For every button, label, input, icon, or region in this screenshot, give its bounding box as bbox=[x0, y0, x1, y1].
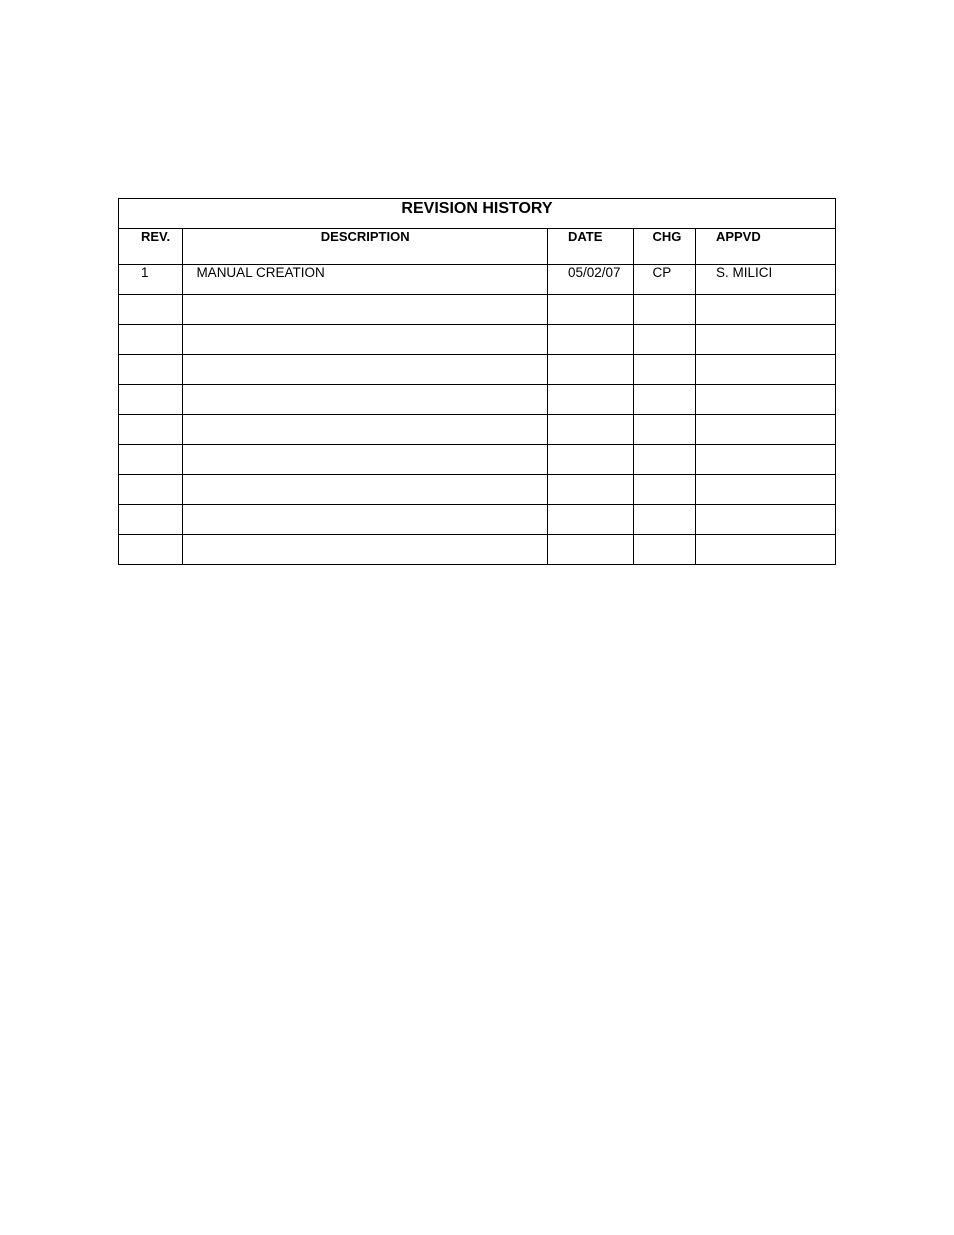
cell-chg bbox=[633, 385, 695, 415]
cell-description bbox=[183, 325, 548, 355]
cell-description bbox=[183, 415, 548, 445]
cell-description bbox=[183, 295, 548, 325]
cell-chg bbox=[633, 325, 695, 355]
table-row bbox=[119, 445, 836, 475]
cell-description: MANUAL CREATION bbox=[183, 265, 548, 295]
table-row bbox=[119, 535, 836, 565]
cell-date bbox=[547, 295, 633, 325]
table-title-row bbox=[119, 199, 836, 229]
table-row bbox=[119, 325, 836, 355]
table-row bbox=[119, 385, 836, 415]
cell-rev bbox=[119, 535, 183, 565]
cell-description bbox=[183, 355, 548, 385]
cell-appvd: S. MILICI bbox=[695, 265, 835, 295]
cell-chg bbox=[633, 295, 695, 325]
cell-description bbox=[183, 475, 548, 505]
cell-chg bbox=[633, 505, 695, 535]
cell-appvd bbox=[695, 475, 835, 505]
cell-chg bbox=[633, 535, 695, 565]
table-row bbox=[119, 415, 836, 445]
cell-date bbox=[547, 355, 633, 385]
column-header-date: DATE bbox=[547, 229, 633, 265]
column-header-chg: CHG bbox=[633, 229, 695, 265]
table-header-row bbox=[119, 229, 836, 265]
table-title: REVISION HISTORY bbox=[119, 199, 836, 229]
cell-rev bbox=[119, 295, 183, 325]
cell-rev bbox=[119, 385, 183, 415]
cell-date bbox=[547, 445, 633, 475]
cell-date: 05/02/07 bbox=[547, 265, 633, 295]
cell-rev bbox=[119, 505, 183, 535]
cell-chg bbox=[633, 475, 695, 505]
cell-date bbox=[547, 535, 633, 565]
revision-history-table bbox=[118, 198, 836, 565]
cell-appvd bbox=[695, 355, 835, 385]
cell-appvd bbox=[695, 325, 835, 355]
cell-rev bbox=[119, 415, 183, 445]
cell-date bbox=[547, 415, 633, 445]
table-row bbox=[119, 295, 836, 325]
cell-rev bbox=[119, 445, 183, 475]
table-row bbox=[119, 355, 836, 385]
cell-appvd bbox=[695, 295, 835, 325]
column-header-rev: REV. bbox=[119, 229, 183, 265]
column-header-appvd: APPVD bbox=[695, 229, 835, 265]
cell-chg bbox=[633, 445, 695, 475]
table-row bbox=[119, 475, 836, 505]
cell-appvd bbox=[695, 505, 835, 535]
cell-appvd bbox=[695, 385, 835, 415]
cell-date bbox=[547, 475, 633, 505]
cell-rev bbox=[119, 355, 183, 385]
cell-chg bbox=[633, 355, 695, 385]
cell-rev bbox=[119, 475, 183, 505]
cell-date bbox=[547, 385, 633, 415]
cell-date bbox=[547, 325, 633, 355]
cell-rev: 1 bbox=[119, 265, 183, 295]
column-header-description: DESCRIPTION bbox=[183, 229, 548, 265]
table-body bbox=[119, 265, 836, 565]
cell-appvd bbox=[695, 415, 835, 445]
cell-description bbox=[183, 535, 548, 565]
cell-description bbox=[183, 445, 548, 475]
cell-rev bbox=[119, 325, 183, 355]
table-row bbox=[119, 265, 836, 295]
cell-date bbox=[547, 505, 633, 535]
cell-appvd bbox=[695, 445, 835, 475]
cell-appvd bbox=[695, 535, 835, 565]
cell-chg: CP bbox=[633, 265, 695, 295]
table-row bbox=[119, 505, 836, 535]
cell-description bbox=[183, 505, 548, 535]
cell-chg bbox=[633, 415, 695, 445]
cell-description bbox=[183, 385, 548, 415]
